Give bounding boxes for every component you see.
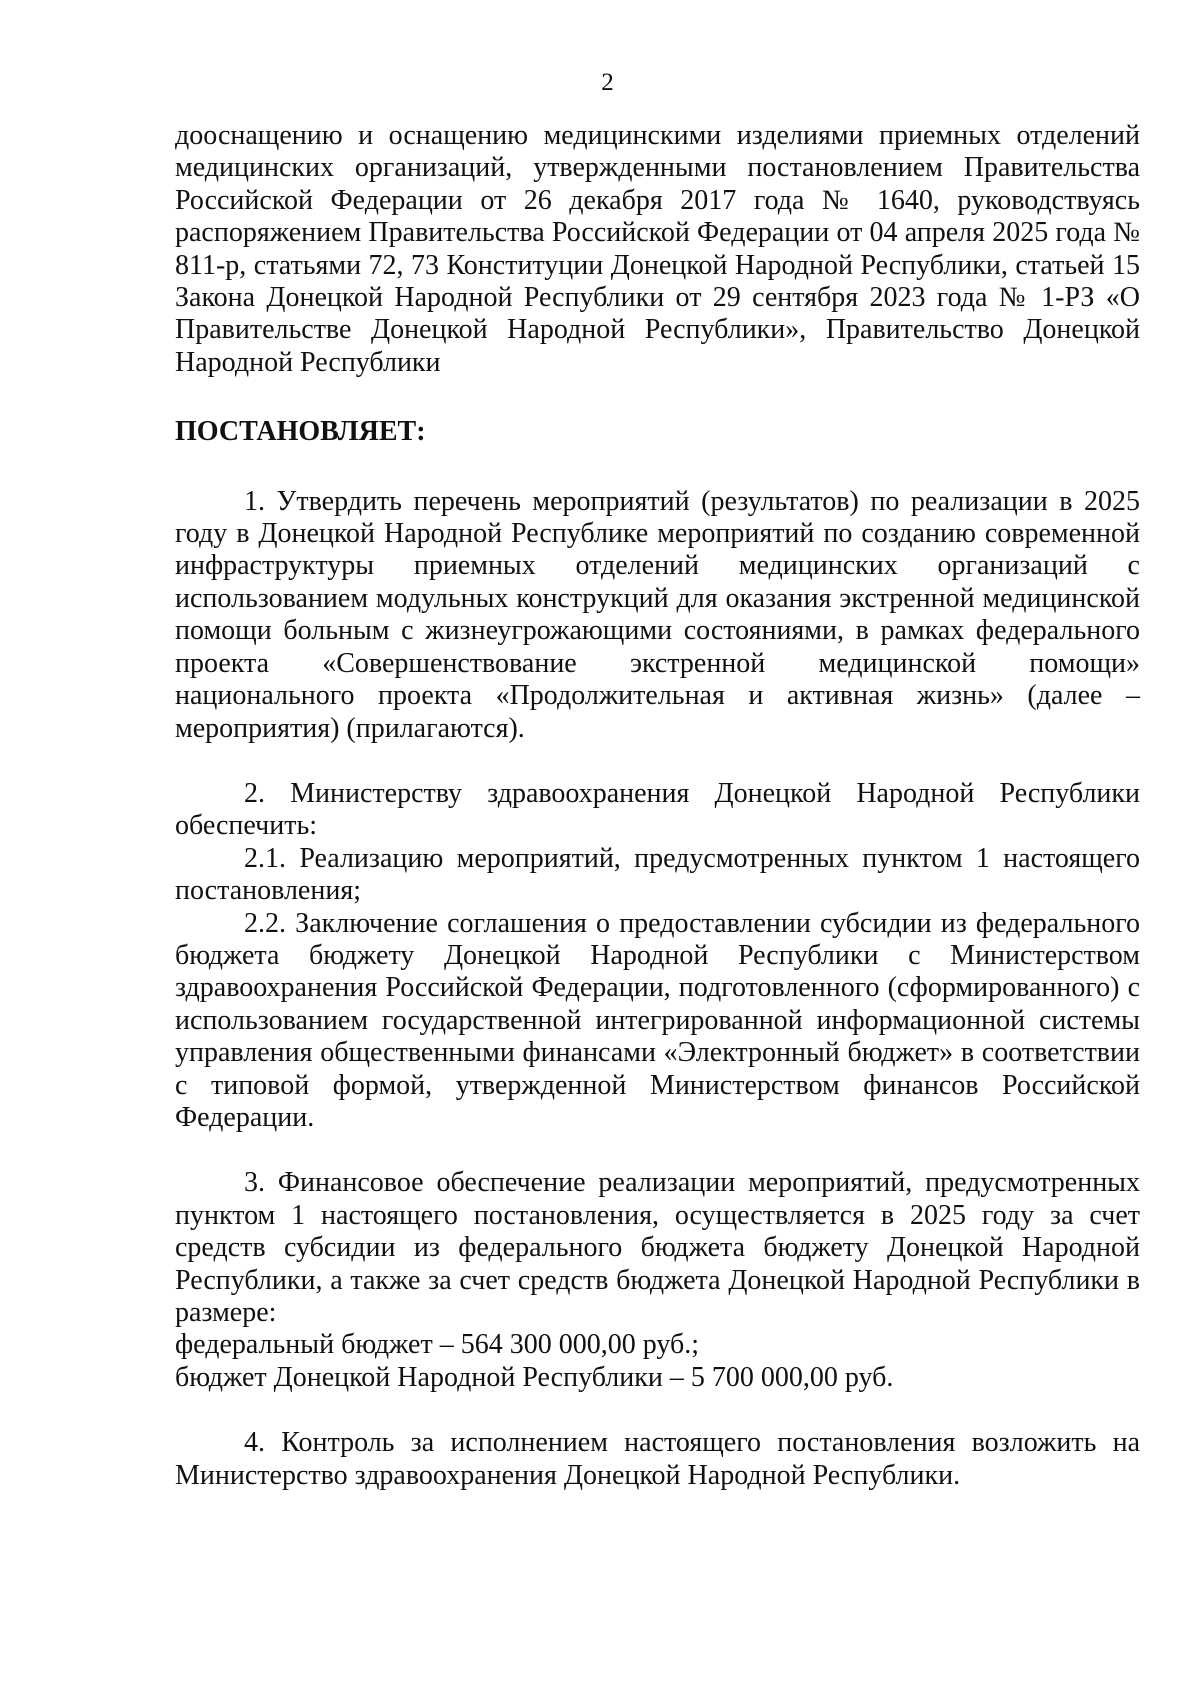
- item-2-1-paragraph: 2.1. Реализацию мероприятий, предусмотренных пунктом 1 настоящего постановления;: [175, 842, 1140, 907]
- item-4-paragraph: 4. Контроль за исполнением настоящего постановления возложить на Министерство здравоохранения Донецкой Народной Республики.: [175, 1427, 1140, 1491]
- item-2-paragraph: 2. Министерству здравоохранения Донецкой Народной Республики обеспечить:: [175, 777, 1140, 842]
- document-body: [175, 120, 1140, 1492]
- resolution-heading: ПОСТАНОВЛЯЕТ:: [175, 416, 426, 448]
- item-1-paragraph: 1. Утвердить перечень мероприятий (результатов) по реализации в 2025 году в Донецкой Народной Республике мероприятий по созданию современной инфраструктуры приемных отделений медицинских организаций с использованием модульных конструкций для оказания экстренной медицинской помощи больным с жизнеугрожающими состояниями, в рамках федерального проекта «Совершенствование экстренной медицинской помощи» национального проекта «Продолжительная и активная жизнь» (далее – мероприятия) (прилагаются).: [175, 485, 1140, 744]
- item-3-paragraph: 3. Финансовое обеспечение реализации мероприятий, предусмотренных пунктом 1 настоящего постановления, осуществляется в 2025 году за счет средств субсидии из федерального бюджета бюджету Донецкой Народной Республики, а также за счет средств бюджета Донецкой Народной Республики в размере:: [175, 1167, 1140, 1328]
- item-2-2-paragraph: 2.2. Заключение соглашения о предоставлении субсидии из федерального бюджета бюджету Донецкой Народной Республики с Министерством здравоохранения Российской Федерации, подготовленного (сформированного) с использованием государственной интегрированной информационной системы управления общественными финансами «Электронный бюджет» в соответствии с типовой формой, утвержденной Министерством финансов Российской Федерации.: [175, 907, 1140, 1133]
- page-number: 2: [601, 69, 614, 96]
- item-3-regional-budget-line: бюджет Донецкой Народной Республики – 5 700 000,00 руб.: [175, 1361, 894, 1393]
- item-3-federal-budget-line: федеральный бюджет – 564 300 000,00 руб.;: [175, 1329, 699, 1361]
- intro-paragraph: дооснащению и оснащению медицинскими изделиями приемных отделений медицинских организаций, утвержденными постановлением Правительства Российской Федерации от 26 декабря 2017 года № 1640, руководствуясь распоряжением Правительства Российской Федерации от 04 апреля 2025 года № 811-р, статьями 72, 73 Конституции Донецкой Народной Республики, статьей 15 Закона Донецкой Народной Республики от 29 сентября 2023 года № 1-РЗ «О Правительстве Донецкой Народной Республики», Правительство Донецкой Народной Республики: [175, 120, 1140, 378]
